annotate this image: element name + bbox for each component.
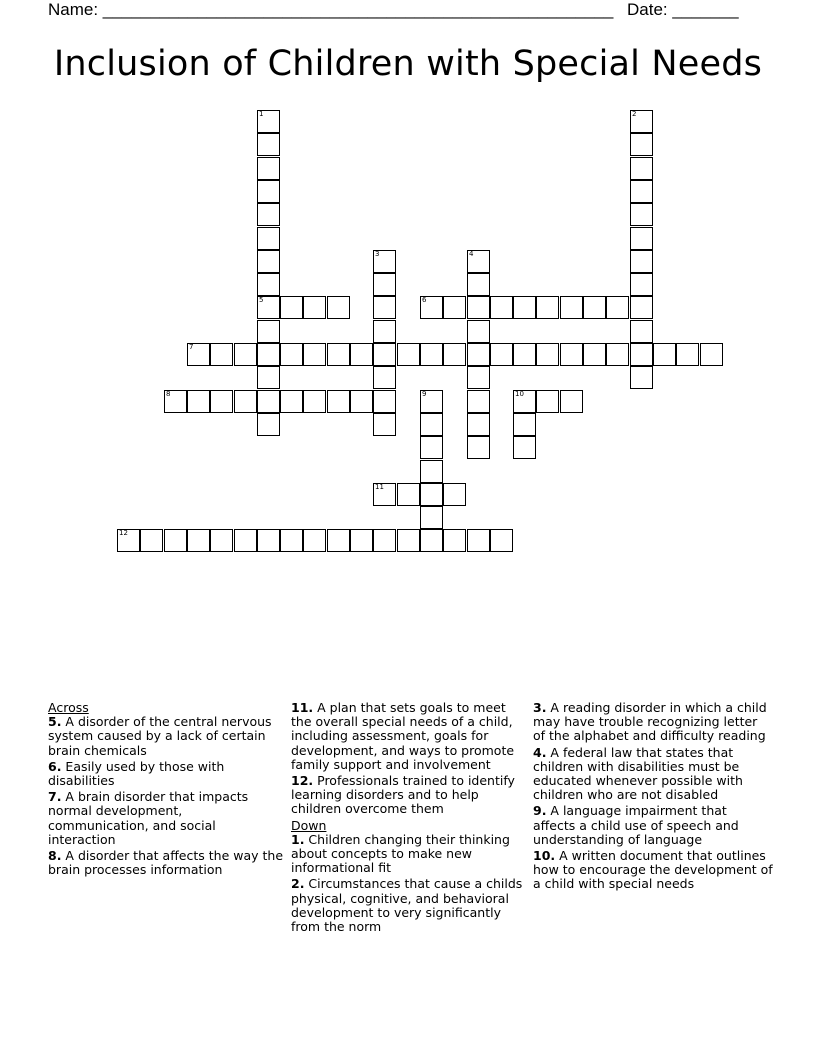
clue-text: Circumstances that cause a childs physical, cognitive, and behavioral development to very significantly from the norm <box>291 876 523 935</box>
crossword-cell[interactable] <box>630 320 653 343</box>
clue-down-1 <box>291 833 526 876</box>
clue-down-2 <box>291 877 526 934</box>
crossword-cell[interactable] <box>467 320 490 343</box>
crossword-cell[interactable] <box>280 343 303 366</box>
crossword-cell[interactable] <box>280 529 303 552</box>
crossword-cell[interactable] <box>373 296 396 319</box>
crossword-cell[interactable] <box>513 343 536 366</box>
crossword-cell[interactable] <box>536 390 559 413</box>
clue-text: A disorder of the central nervous system caused by a lack of certain brain chemicals <box>48 714 272 758</box>
crossword-cell[interactable] <box>303 390 326 413</box>
crossword-cell[interactable] <box>280 296 303 319</box>
clues-column-3 <box>533 701 773 894</box>
crossword-cell[interactable] <box>467 390 490 413</box>
crossword-cell[interactable] <box>397 483 420 506</box>
name-field-label: Name: ______________________________________________________ <box>48 0 614 19</box>
crossword-cell[interactable] <box>350 343 373 366</box>
crossword-cell[interactable] <box>467 529 490 552</box>
crossword-cell[interactable] <box>467 413 490 436</box>
crossword-cell[interactable] <box>373 273 396 296</box>
crossword-cell[interactable] <box>513 413 536 436</box>
clue-across-12 <box>291 774 526 817</box>
crossword-cell[interactable] <box>630 250 653 273</box>
clue-number: 1. <box>291 831 305 847</box>
clue-text: A brain disorder that impacts normal development, communication, and social interaction <box>48 789 249 847</box>
crossword-cell[interactable] <box>443 343 466 366</box>
crossword-cell[interactable] <box>210 529 233 552</box>
crossword-cell[interactable] <box>187 390 210 413</box>
crossword-cell[interactable] <box>327 343 350 366</box>
clue-text: Children changing their thinking about concepts to make new informational fit <box>291 831 510 876</box>
crossword-cell[interactable] <box>257 390 280 413</box>
crossword-cell[interactable] <box>303 529 326 552</box>
crossword-cell[interactable] <box>373 529 396 552</box>
crossword-cell[interactable] <box>373 390 396 413</box>
crossword-cell[interactable] <box>420 390 443 413</box>
crossword-cell[interactable] <box>676 343 699 366</box>
clue-text: A federal law that states that children with disabilities must be educated whenever possible with children who are not disabled <box>533 744 743 803</box>
crossword-cell[interactable] <box>117 529 140 552</box>
crossword-cell[interactable] <box>327 390 350 413</box>
clue-number: 3. <box>533 700 547 715</box>
crossword-cell[interactable] <box>257 529 280 552</box>
clue-across-6 <box>48 760 283 788</box>
crossword-cell[interactable] <box>583 296 606 319</box>
crossword-cell[interactable] <box>420 506 443 529</box>
crossword-cell[interactable] <box>630 203 653 226</box>
crossword-cell[interactable] <box>257 157 280 180</box>
clue-number: 2. <box>291 876 305 892</box>
crossword-cell[interactable] <box>467 273 490 296</box>
crossword-cell[interactable] <box>467 250 490 273</box>
crossword-cell[interactable] <box>234 390 257 413</box>
crossword-cell[interactable] <box>560 343 583 366</box>
crossword-cell[interactable] <box>234 529 257 552</box>
clue-number: 12. <box>291 773 314 789</box>
crossword-cell[interactable] <box>164 390 187 413</box>
crossword-cell[interactable] <box>630 110 653 133</box>
crossword-cell[interactable] <box>513 390 536 413</box>
crossword-cell[interactable] <box>257 180 280 203</box>
cell-number: 1 <box>259 110 264 118</box>
crossword-cell[interactable] <box>187 529 210 552</box>
crossword-cell[interactable] <box>164 529 187 552</box>
cell-number: 8 <box>166 390 171 398</box>
crossword-cell[interactable] <box>630 343 653 366</box>
cell-number: 7 <box>189 343 194 351</box>
clue-number: 8. <box>48 848 62 864</box>
crossword-cell[interactable] <box>513 296 536 319</box>
crossword-cell[interactable] <box>350 529 373 552</box>
crossword-cell[interactable] <box>373 413 396 436</box>
crossword-cell[interactable] <box>373 250 396 273</box>
clues-column-1 <box>48 701 283 879</box>
cell-number: 3 <box>375 250 380 258</box>
cell-number: 5 <box>259 296 264 304</box>
cell-number: 4 <box>469 250 474 258</box>
crossword-cell[interactable] <box>420 460 443 483</box>
cell-number: 9 <box>422 390 427 398</box>
crossword-cell[interactable] <box>373 483 396 506</box>
crossword-cell[interactable] <box>140 529 163 552</box>
crossword-cell[interactable] <box>397 343 420 366</box>
crossword-cell[interactable] <box>257 273 280 296</box>
clue-across-7 <box>48 790 283 847</box>
crossword-cell[interactable] <box>490 343 513 366</box>
clue-number: 4. <box>533 744 547 760</box>
crossword-cell[interactable] <box>257 296 280 319</box>
crossword-cell[interactable] <box>490 296 513 319</box>
crossword-cell[interactable] <box>536 343 559 366</box>
crossword-cell[interactable] <box>606 343 629 366</box>
crossword-cell[interactable] <box>397 529 420 552</box>
crossword-cell[interactable] <box>210 390 233 413</box>
crossword-cell[interactable] <box>257 203 280 226</box>
crossword-cell[interactable] <box>257 343 280 366</box>
crossword-cell[interactable] <box>443 296 466 319</box>
cell-number: 6 <box>422 296 427 304</box>
crossword-cell[interactable] <box>303 343 326 366</box>
crossword-cell[interactable] <box>280 390 303 413</box>
clue-down-10 <box>533 849 773 892</box>
date-field-label: Date: _______ <box>627 0 739 19</box>
crossword-cell[interactable] <box>536 296 559 319</box>
crossword-cell[interactable] <box>630 180 653 203</box>
crossword-cell[interactable] <box>420 529 443 552</box>
crossword-cell[interactable] <box>373 320 396 343</box>
crossword-cell[interactable] <box>700 343 723 366</box>
crossword-cell[interactable] <box>443 483 466 506</box>
crossword-cell[interactable] <box>467 343 490 366</box>
crossword-cell[interactable] <box>420 343 443 366</box>
clue-number: 6. <box>48 758 62 774</box>
crossword-cell[interactable] <box>373 366 396 389</box>
crossword-cell[interactable] <box>560 296 583 319</box>
crossword-cell[interactable] <box>234 343 257 366</box>
cell-number: 2 <box>632 110 637 118</box>
crossword-cell[interactable] <box>257 250 280 273</box>
crossword-cell[interactable] <box>420 483 443 506</box>
clue-across-8 <box>48 849 283 877</box>
crossword-cell[interactable] <box>513 436 536 459</box>
clue-down-3 <box>533 701 773 744</box>
clue-text: A language impairment that affects a child use of speech and understanding of language <box>533 803 739 847</box>
clue-number: 7. <box>48 789 62 805</box>
clues-column-2 <box>291 701 526 936</box>
clue-text: A reading disorder in which a child may have trouble recognizing letter of the alphabet and difficulty reading <box>533 700 767 744</box>
crossword-cell[interactable] <box>257 227 280 250</box>
crossword-cell[interactable] <box>630 227 653 250</box>
crossword-cell[interactable] <box>467 366 490 389</box>
down-heading: Down <box>291 817 327 833</box>
crossword-cell[interactable] <box>257 366 280 389</box>
crossword-cell[interactable] <box>420 436 443 459</box>
across-heading: Across <box>48 700 89 715</box>
clue-down-9 <box>533 804 773 847</box>
crossword-cell[interactable] <box>490 529 513 552</box>
clue-across-11 <box>291 701 526 772</box>
crossword-cell[interactable] <box>257 133 280 156</box>
crossword-cell[interactable] <box>420 296 443 319</box>
clue-text: A written document that outlines how to encourage the development of a child with special needs <box>533 848 773 892</box>
crossword-cell[interactable] <box>630 273 653 296</box>
cell-number: 11 <box>375 483 384 491</box>
page-title: Inclusion of Children with Special Needs <box>53 44 763 84</box>
clue-text: Professionals trained to identify learning disorders and to help children overcome them <box>291 773 515 817</box>
crossword-cell[interactable] <box>443 529 466 552</box>
crossword-cell[interactable] <box>606 296 629 319</box>
crossword-cell[interactable] <box>583 343 606 366</box>
clue-text: A plan that sets goals to meet the overall special needs of a child, including assessment, goals for development, and ways to promote family support and involvement <box>291 700 515 772</box>
crossword-cell[interactable] <box>420 413 443 436</box>
clue-text: Easily used by those with disabilities <box>48 758 225 789</box>
crossword-cell[interactable] <box>327 296 350 319</box>
crossword-cell[interactable] <box>467 296 490 319</box>
crossword-cell[interactable] <box>630 366 653 389</box>
crossword-cell[interactable] <box>303 296 326 319</box>
crossword-cell[interactable] <box>257 110 280 133</box>
crossword-cell[interactable] <box>257 413 280 436</box>
clue-across-5 <box>48 715 283 758</box>
crossword-cell[interactable] <box>187 343 210 366</box>
crossword-cell[interactable] <box>210 343 233 366</box>
clue-text: A disorder that affects the way the brain processes information <box>48 848 284 878</box>
crossword-cell[interactable] <box>630 296 653 319</box>
crossword-cell[interactable] <box>560 390 583 413</box>
crossword-cell[interactable] <box>257 320 280 343</box>
crossword-cell[interactable] <box>350 390 373 413</box>
clue-number: 5. <box>48 714 62 730</box>
clue-down-4 <box>533 746 773 803</box>
crossword-cell[interactable] <box>373 343 396 366</box>
crossword-cell[interactable] <box>630 133 653 156</box>
crossword-cell[interactable] <box>327 529 350 552</box>
cell-number: 10 <box>515 390 524 398</box>
clue-number: 11. <box>291 700 314 715</box>
clue-number: 10. <box>533 848 556 864</box>
cell-number: 12 <box>119 529 128 537</box>
crossword-cell[interactable] <box>467 436 490 459</box>
clue-number: 9. <box>533 803 547 819</box>
crossword-cell[interactable] <box>653 343 676 366</box>
crossword-cell[interactable] <box>630 157 653 180</box>
